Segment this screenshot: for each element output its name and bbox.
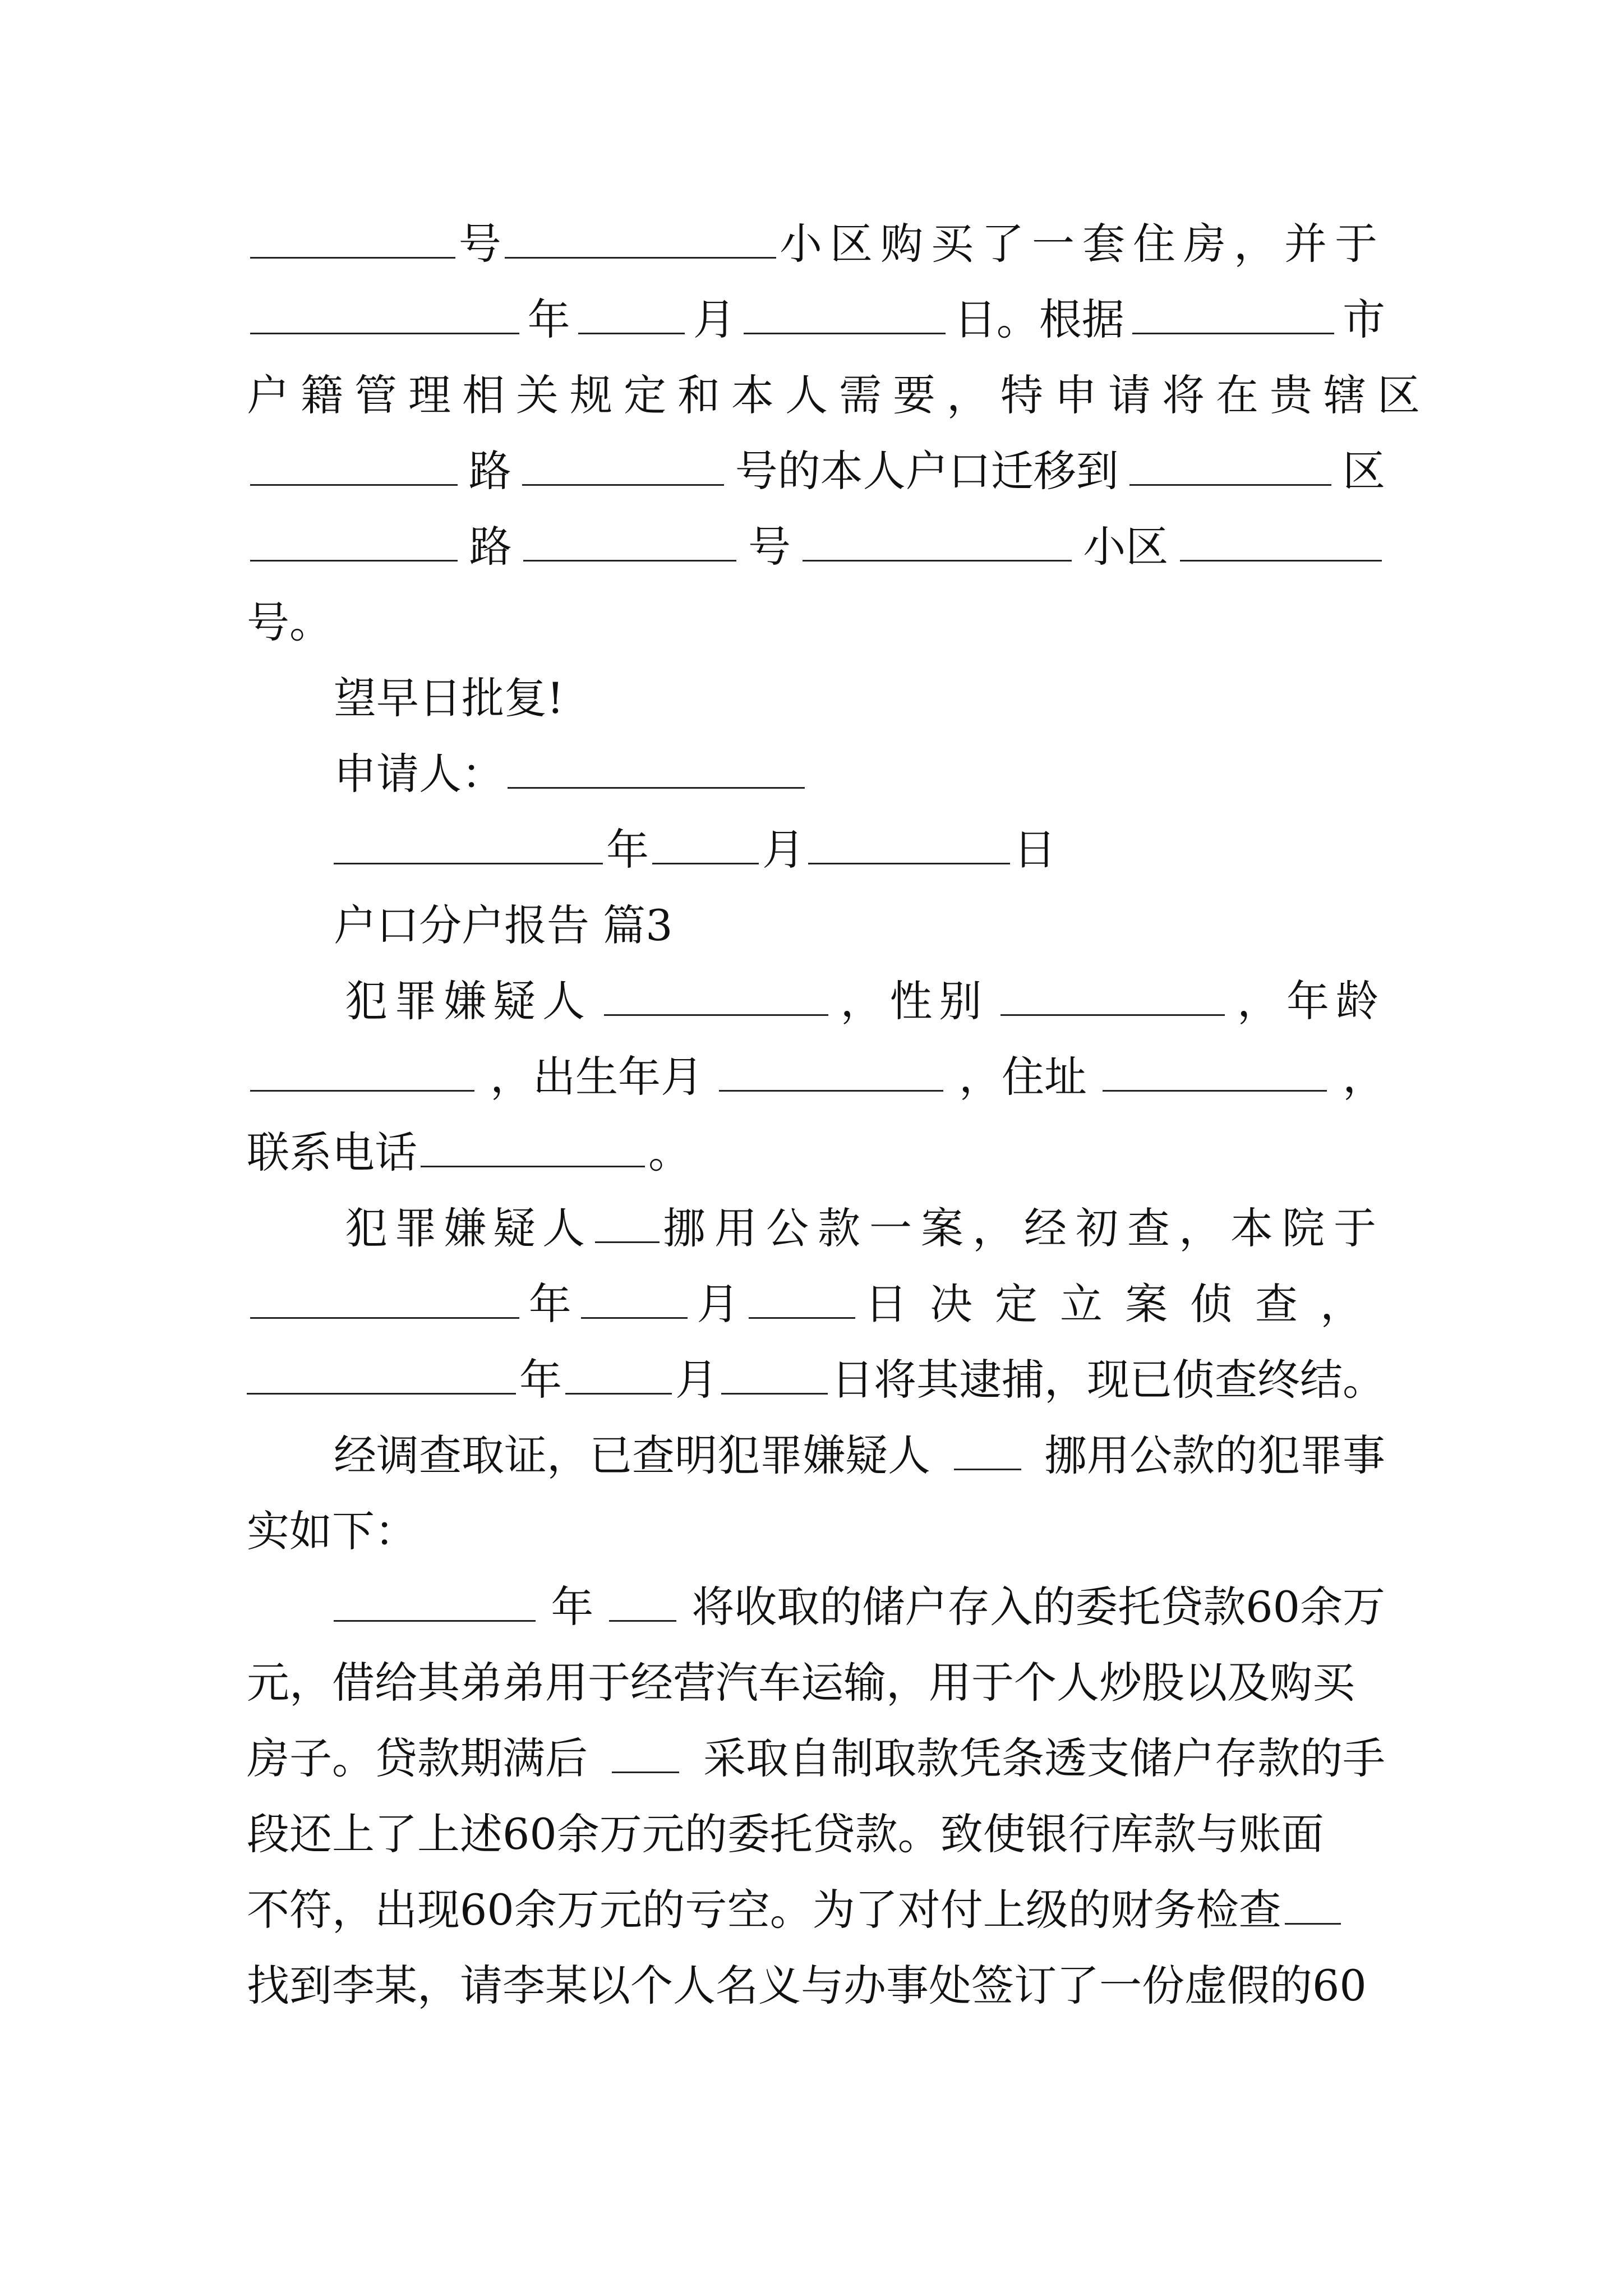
- text-segment: 月: [675, 1355, 718, 1405]
- text-segment: 月: [762, 825, 805, 875]
- fill-blank: [334, 1576, 536, 1622]
- fill-blank: [421, 1122, 645, 1167]
- fill-blank: [505, 213, 776, 259]
- text-line: 找到李某，请李某以个人名义与办事处签订了一份虚假的60: [247, 1961, 1367, 2010]
- fill-blank: [1132, 289, 1334, 334]
- text-segment: 采取自制取款凭条透支储户存款的手: [703, 1733, 1385, 1783]
- text-segment: ，出生年月: [490, 1052, 703, 1102]
- text-segment: 不符，出现60余万元的亏空。为了对付上级的财务检查: [247, 1885, 1281, 1935]
- section-title: 户口分户报告 篇3: [334, 900, 673, 950]
- closing-text: 望早日批复!: [334, 673, 564, 723]
- fill-blank: [749, 1273, 855, 1319]
- text-line: [247, 280, 1385, 359]
- text-segment: 月: [693, 295, 736, 344]
- text-line: 实如下：: [247, 1506, 417, 1556]
- text-line: [247, 205, 1385, 283]
- fill-blank: [604, 970, 828, 1016]
- text-segment: 犯罪嫌疑人: [345, 1203, 592, 1253]
- fill-blank: [250, 440, 458, 486]
- text-segment: ，性别: [840, 976, 989, 1026]
- signature-blank: [508, 743, 805, 789]
- applicant-line: [334, 735, 1385, 813]
- applicant-label: 申请人：: [334, 749, 504, 799]
- fill-blank: [609, 1576, 676, 1622]
- fill-blank: [334, 819, 603, 864]
- text-segment: 挪用公款的犯罪事: [1044, 1430, 1385, 1480]
- text-segment: 市: [1342, 295, 1385, 344]
- fill-blank: [250, 516, 458, 562]
- text-segment: 房子。贷款期满后: [247, 1733, 588, 1783]
- text-segment: 日将其逮捕，现已侦查终结。: [831, 1355, 1385, 1405]
- text-segment: 联系电话: [247, 1128, 417, 1177]
- fill-blank: [744, 289, 946, 334]
- text-line: [334, 1568, 1385, 1646]
- text-segment: 路: [469, 522, 512, 572]
- text-segment: ，住址: [959, 1052, 1087, 1102]
- fill-blank: [1000, 970, 1225, 1016]
- fill-blank: [250, 213, 455, 259]
- fill-blank: [652, 819, 759, 864]
- text-segment: 小区购买了一套住房，并于: [780, 219, 1385, 269]
- text-segment: 年: [528, 1279, 571, 1329]
- fill-blank: [578, 289, 685, 334]
- text-segment: 月: [697, 1279, 740, 1329]
- text-segment: 区: [1342, 446, 1385, 496]
- fill-blank: [612, 1728, 679, 1773]
- fill-blank: [565, 1349, 672, 1395]
- fill-blank: [250, 1046, 474, 1092]
- fill-blank: [595, 1198, 660, 1243]
- text-segment: 日决定立案侦查，: [864, 1279, 1385, 1329]
- text-line: [247, 1038, 1385, 1116]
- fill-blank: [581, 1273, 688, 1319]
- text-segment: ，年龄: [1237, 976, 1385, 1026]
- text-line: 元，借给其弟弟用于经营汽车运输，用于个人炒股以及购买: [247, 1658, 1355, 1708]
- text-line: [247, 1341, 1385, 1419]
- text-line: 段还上了上述60余万元的委托贷款。致使银行库款与账面: [247, 1809, 1324, 1859]
- fill-blank: [522, 440, 724, 486]
- text-line: [247, 432, 1385, 510]
- text-segment: 经调查取证，已查明犯罪嫌疑人: [334, 1430, 930, 1480]
- text-line: [247, 508, 1385, 586]
- text-segment: 年: [519, 1355, 562, 1405]
- text-segment: 年: [551, 1582, 594, 1632]
- fill-blank: [1129, 440, 1331, 486]
- text-line: [345, 962, 1385, 1041]
- text-line: [247, 1719, 1385, 1798]
- fill-blank: [1285, 1879, 1341, 1925]
- text-line: [247, 1265, 1385, 1343]
- text-segment: 年: [606, 825, 649, 875]
- text-line: [247, 1114, 1385, 1192]
- fill-blank: [721, 1349, 828, 1395]
- fill-blank: [523, 516, 736, 562]
- fill-blank: [1103, 1046, 1327, 1092]
- text-line: 号。: [247, 597, 332, 647]
- text-segment: 挪用公款一案，经初查，本院于: [663, 1203, 1385, 1253]
- text-line: 户籍管理相关规定和本人需要，特申请将在贵辖区: [247, 370, 1431, 420]
- fill-blank: [250, 1273, 519, 1319]
- text-segment: ，: [1343, 1052, 1385, 1102]
- fill-blank: [250, 289, 519, 334]
- text-line: [345, 1189, 1385, 1268]
- text-segment: 路: [468, 446, 511, 496]
- text-segment: 日。根据: [953, 295, 1124, 344]
- text-segment: 将收取的储户存入的委托贷款60余万: [691, 1582, 1385, 1632]
- text-line: [247, 1871, 1385, 1949]
- text-segment: 号的本人户口迁移到: [735, 446, 1119, 496]
- text-segment: 年: [527, 295, 570, 344]
- fill-blank: [719, 1046, 943, 1092]
- fill-blank: [803, 516, 1072, 562]
- fill-blank: [247, 1349, 516, 1395]
- text-line: [334, 1416, 1385, 1495]
- text-segment: 日: [1013, 825, 1056, 875]
- fill-blank: [808, 819, 1010, 864]
- text-segment: 犯罪嫌疑人: [345, 976, 592, 1026]
- text-segment: 小区: [1083, 522, 1169, 572]
- text-segment: 号: [458, 219, 501, 269]
- fill-blank: [1180, 516, 1382, 562]
- date-line: [334, 811, 1385, 889]
- fill-blank: [954, 1425, 1021, 1470]
- text-segment: 号: [748, 522, 791, 572]
- text-segment: 。: [648, 1128, 691, 1177]
